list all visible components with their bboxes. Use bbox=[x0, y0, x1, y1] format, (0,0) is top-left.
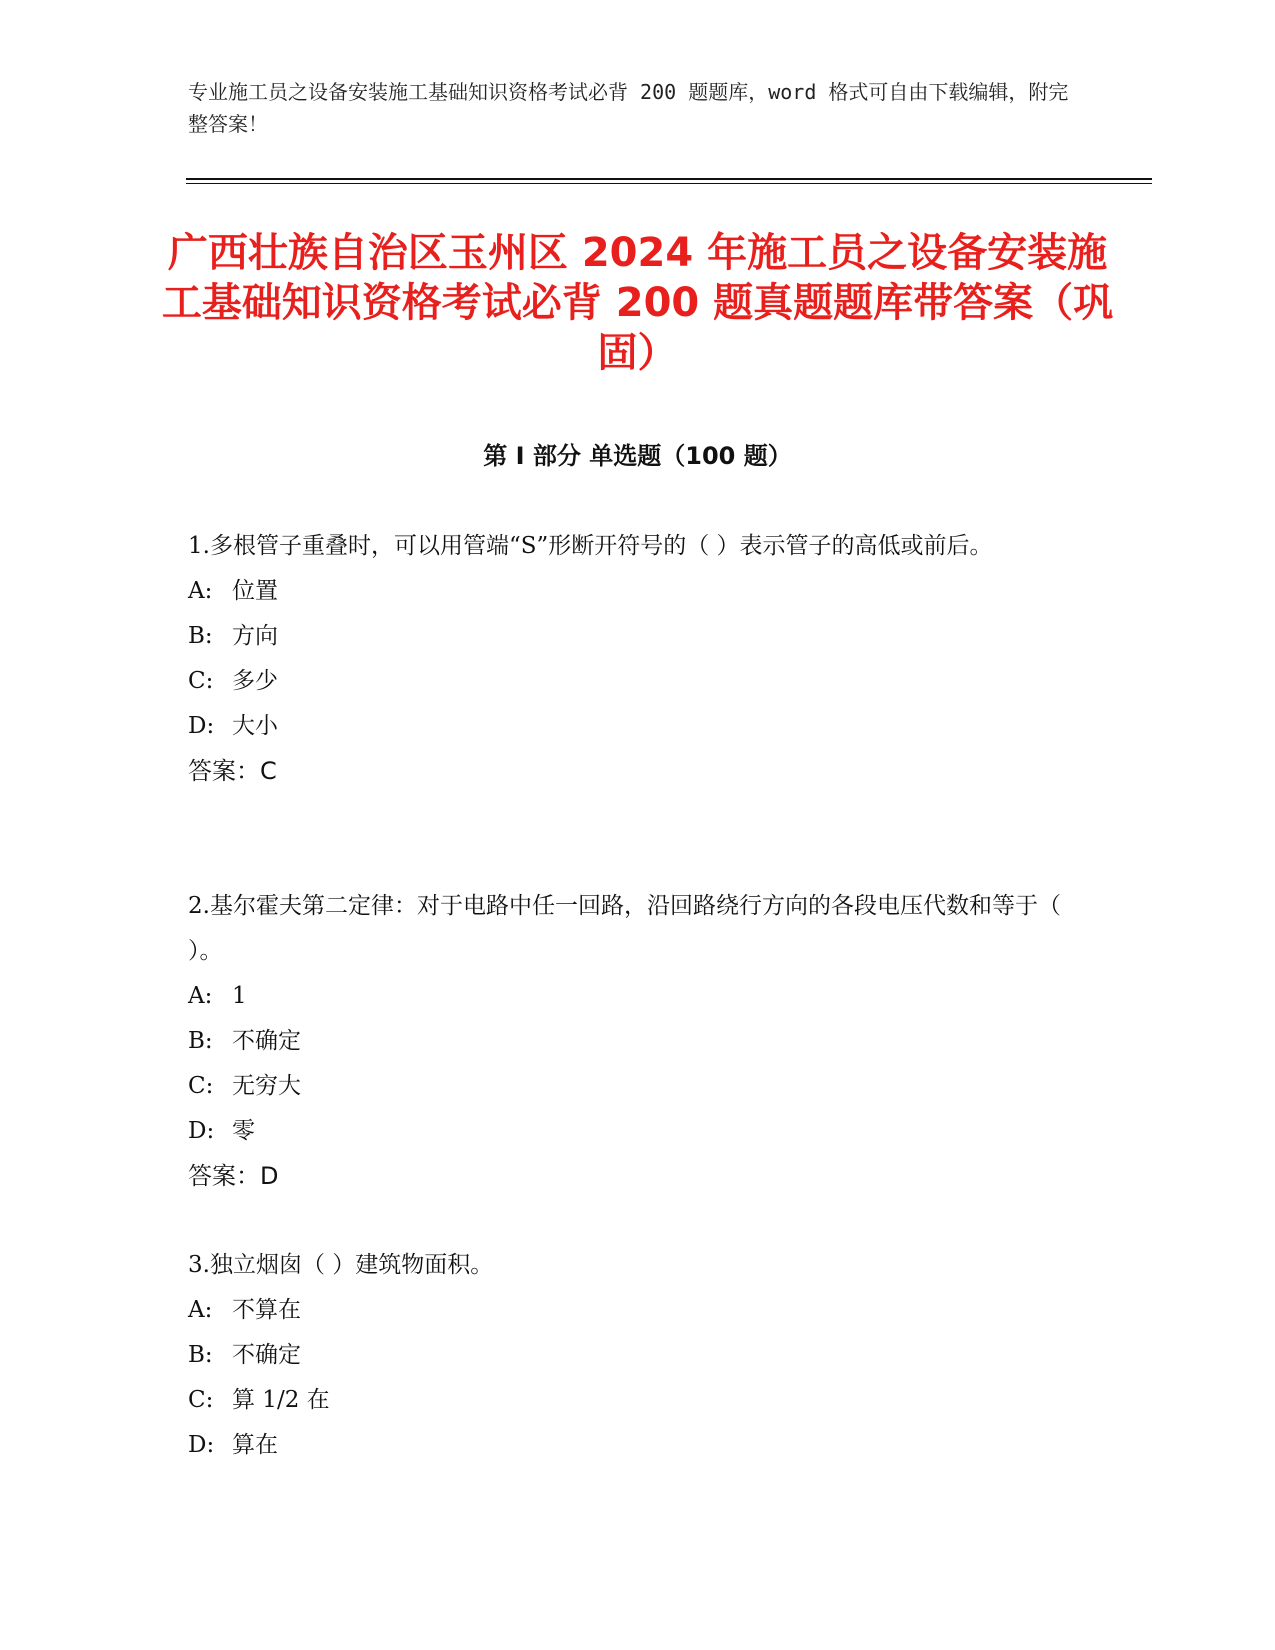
document-title: 广西壮族自治区玉州区 2024 年施工员之设备安装施工基础知识资格考试必背 200 题真题题库带答案（巩固） bbox=[161, 230, 1114, 376]
header-divider-thin bbox=[186, 183, 1152, 184]
option-b bbox=[188, 1019, 1068, 1064]
option-label: A: bbox=[188, 983, 213, 1009]
question-3 bbox=[188, 1243, 1068, 1468]
option-c bbox=[188, 1064, 1068, 1109]
option-d bbox=[188, 1109, 1068, 1154]
option-label: B: bbox=[188, 623, 213, 649]
option-d bbox=[188, 704, 1068, 749]
option-label: C: bbox=[188, 1387, 214, 1413]
option-a bbox=[188, 974, 1068, 1019]
question-1 bbox=[188, 524, 1068, 794]
option-a bbox=[188, 1288, 1068, 1333]
option-b bbox=[188, 614, 1068, 659]
option-text: 多少 bbox=[232, 668, 278, 694]
option-label: D: bbox=[188, 713, 215, 739]
answer-text: 答案：D bbox=[188, 1162, 279, 1190]
question-stem: 3.独立烟囱（ ）建筑物面积。 bbox=[188, 1252, 494, 1278]
question-stem: 1.多根管子重叠时，可以用管端“S”形断开符号的（ ）表示管子的高低或前后。 bbox=[188, 533, 993, 559]
option-text: 位置 bbox=[232, 578, 278, 604]
option-text: 算在 bbox=[232, 1432, 278, 1458]
header-divider bbox=[186, 178, 1152, 180]
option-text: 大小 bbox=[232, 713, 278, 739]
option-text: 不算在 bbox=[232, 1297, 301, 1323]
option-text: 方向 bbox=[232, 623, 278, 649]
option-text: 不确定 bbox=[232, 1028, 301, 1054]
option-text: 零 bbox=[232, 1118, 255, 1144]
option-c bbox=[188, 659, 1068, 704]
option-c bbox=[188, 1378, 1068, 1423]
question-stem: 2.基尔霍夫第二定律：对于电路中任一回路，沿回路绕行方向的各段电压代数和等于（ ）。 bbox=[188, 893, 1061, 964]
question-2 bbox=[188, 884, 1068, 1199]
option-text: 算 1/2 在 bbox=[232, 1387, 330, 1413]
option-b bbox=[188, 1333, 1068, 1378]
option-label: A: bbox=[188, 1297, 213, 1323]
section-heading: 第 I 部分 单选题（100 题） bbox=[483, 442, 792, 470]
option-d bbox=[188, 1423, 1068, 1468]
option-label: B: bbox=[188, 1028, 213, 1054]
option-text: 无穷大 bbox=[232, 1073, 301, 1099]
option-text: 不确定 bbox=[232, 1342, 301, 1368]
header-note: 专业施工员之设备安装施工基础知识资格考试必背 200 题题库，word 格式可自由下载编辑，附完整答案！ bbox=[188, 80, 1069, 136]
option-label: C: bbox=[188, 1073, 214, 1099]
option-label: B: bbox=[188, 1342, 213, 1368]
option-a bbox=[188, 569, 1068, 614]
answer-text: 答案：C bbox=[188, 757, 277, 785]
option-text: 1 bbox=[232, 983, 247, 1009]
option-label: C: bbox=[188, 668, 214, 694]
option-label: D: bbox=[188, 1118, 215, 1144]
option-label: D: bbox=[188, 1432, 215, 1458]
option-label: A: bbox=[188, 578, 213, 604]
